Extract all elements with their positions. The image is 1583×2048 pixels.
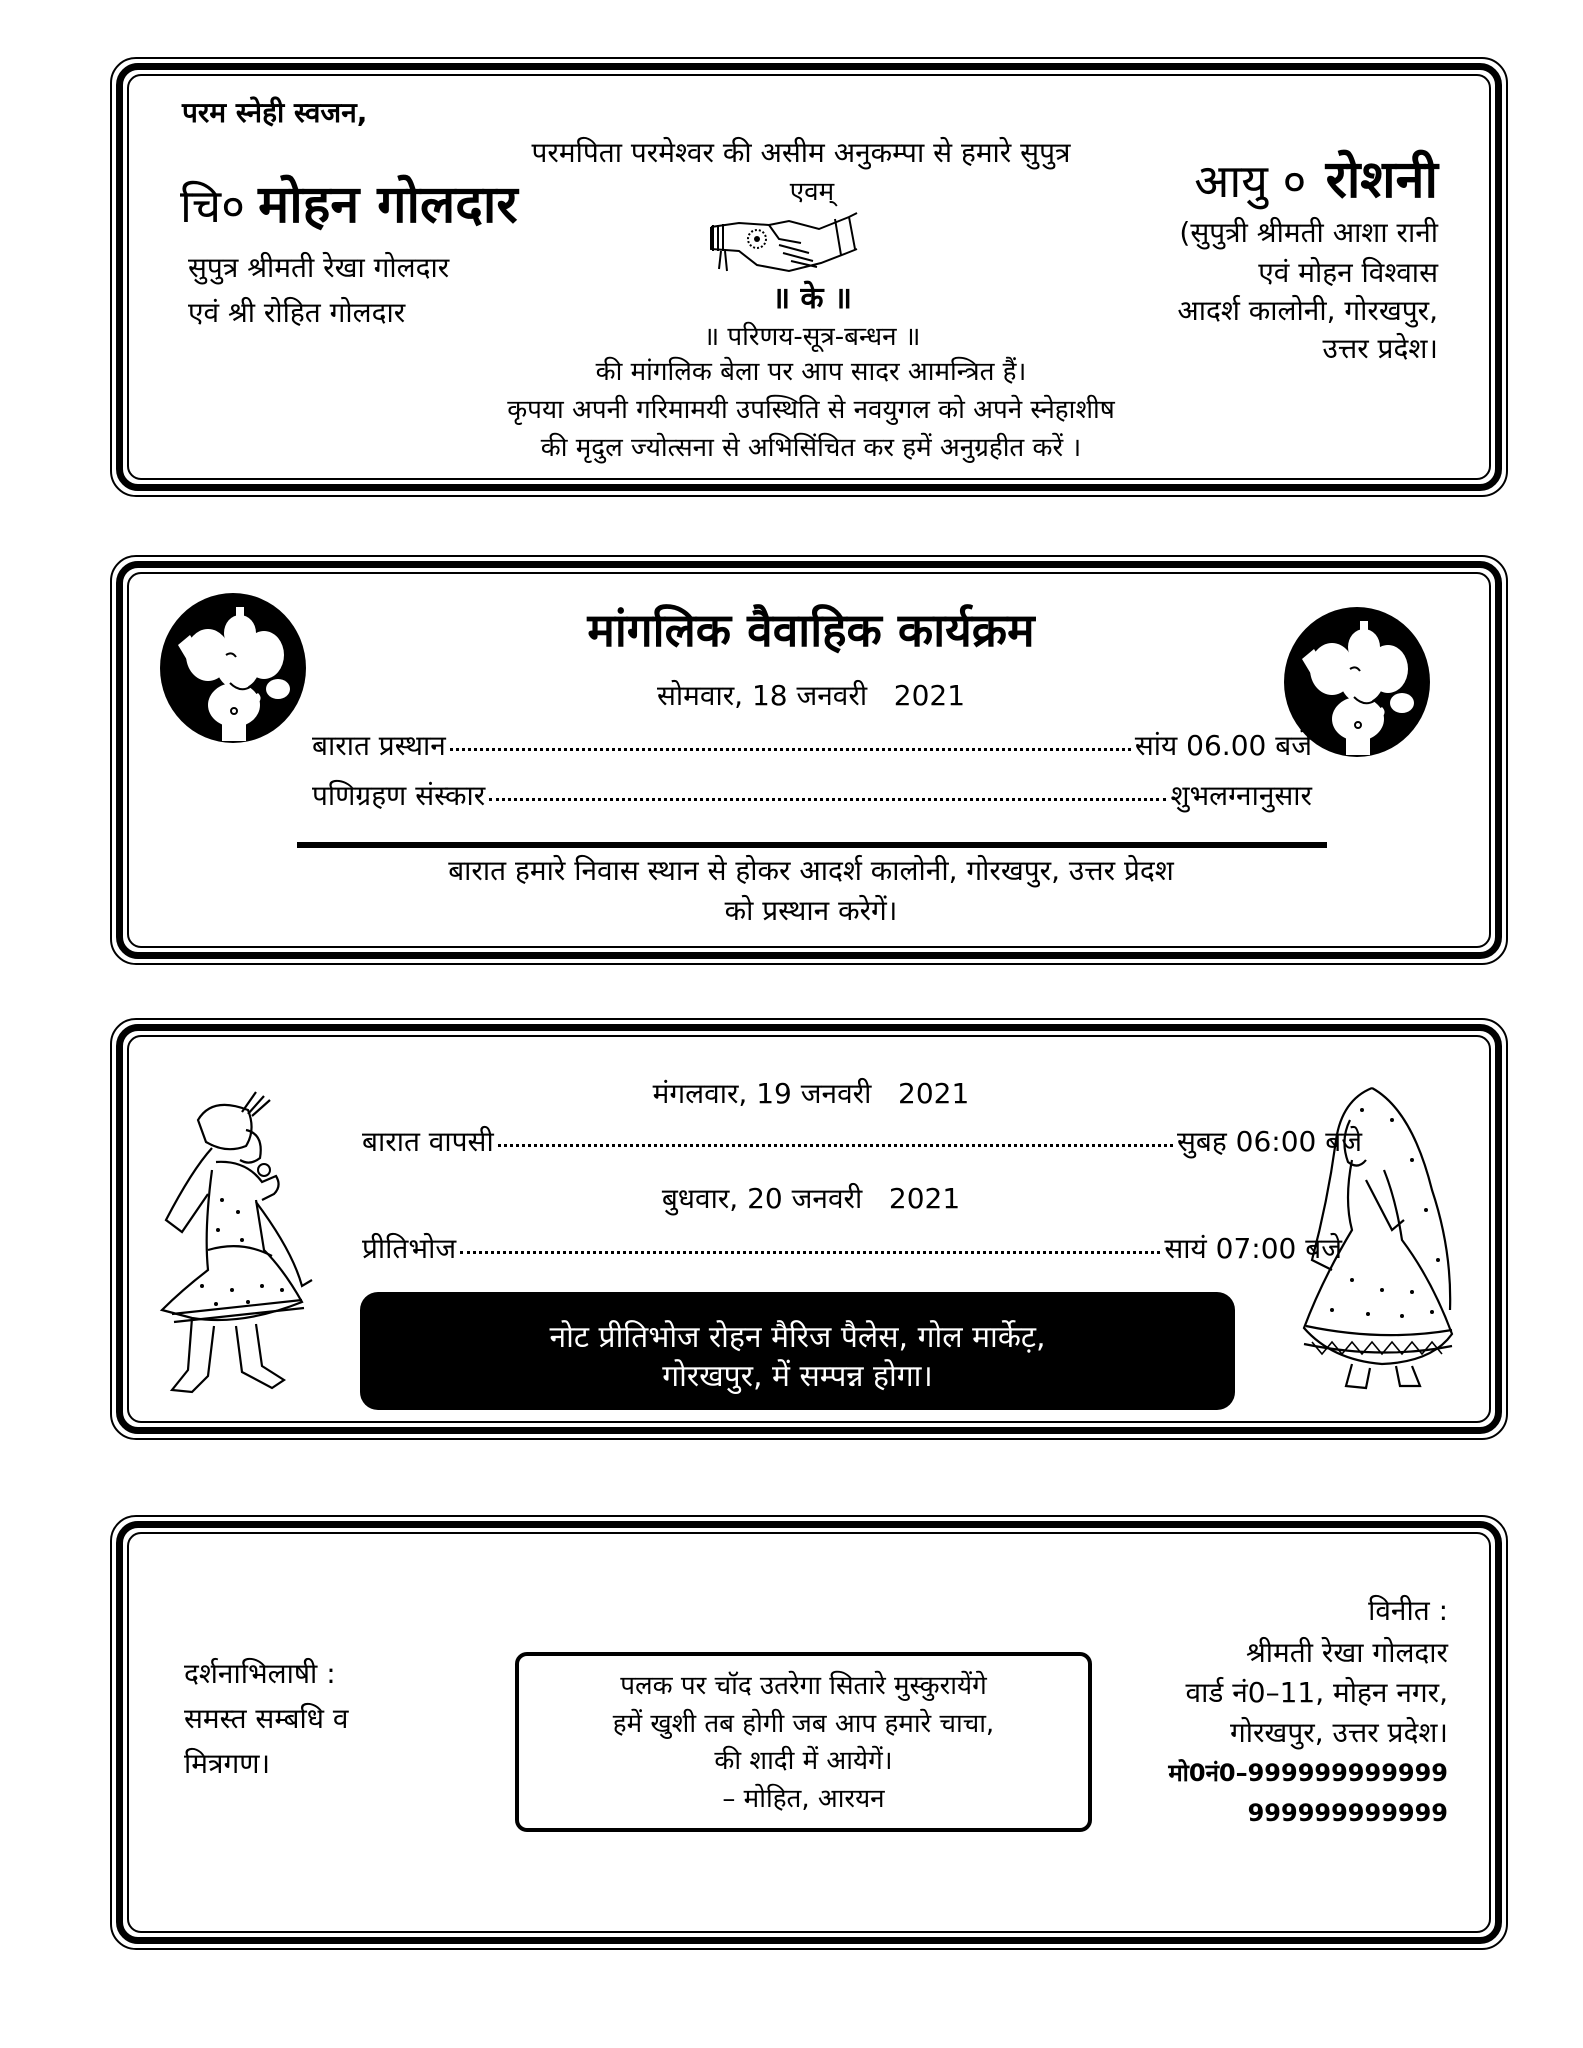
procession-note-line1: बारात हमारे निवास स्थान से होकर आदर्श कालोनी, गोरखपुर, उत्तर प्रेदश <box>448 854 1174 887</box>
sender-phone-line2: 999999999999 <box>1247 1799 1448 1827</box>
event-label: पणिग्रहण संस्कार <box>312 779 486 812</box>
groom-name: मोहन गोलदार <box>258 175 518 235</box>
event-label: बारात वापसी <box>362 1125 494 1158</box>
salutation: परम स्नेही स्वजन, <box>182 96 368 129</box>
dotted-leader <box>460 1251 1160 1254</box>
event-time: शुभलग्नानुसार <box>1170 779 1312 812</box>
sender-phone-line1: मो0नं0–999999999999 <box>1168 1759 1448 1787</box>
groom-name-block <box>180 175 518 235</box>
venue-note-line2: गोरखपुर, में सम्पन्न होगा। <box>662 1359 933 1394</box>
groom-parents-line2: एवं श्री रोहित गोलदार <box>188 296 406 329</box>
bride-name: रोशनी <box>1325 150 1438 210</box>
ke-text: ॥ के ॥ <box>772 281 852 316</box>
invite-line-3: की मृदुल ज्योत्सना से अभिसिंचित कर हमें अनुग्रहीत करें । <box>540 433 1082 463</box>
event-time: सांय 06.00 बजे <box>1134 729 1312 762</box>
sender-address-line2: गोरखपुर, उत्तर प्रदेश। <box>1229 1716 1448 1749</box>
intro-line-text: परमपिता परमेश्वर की असीम अनुकम्पा से हमारे सुपुत्र <box>531 136 1071 169</box>
bride-address-line1: आदर्श कालोनी, गोरखपुर, <box>1177 294 1438 327</box>
dotted-leader <box>498 1144 1173 1147</box>
parinay-text: ॥ परिणय-सूत्र-बन्धन ॥ <box>703 322 921 352</box>
program-card <box>110 555 1508 965</box>
quote-signature: – मोहित, आरयन <box>722 1784 885 1815</box>
groom-figure <box>152 1090 332 1400</box>
evam-text: एवम् <box>789 177 835 207</box>
groom-parents-line1: सुपुत्र श्रीमती रेखा गोलदार <box>188 251 450 284</box>
quote-line3: की शादी में आयेगें। <box>714 1746 893 1777</box>
closing-card <box>110 1515 1508 1950</box>
invite-line-1: की मांगलिक बेला पर आप सादर आमन्त्रित हैं। <box>595 357 1027 387</box>
bride-address-line2: उत्तर प्रदेश। <box>1322 332 1438 365</box>
section-divider <box>297 842 1327 848</box>
invitation-card <box>110 57 1508 497</box>
well-wishers-heading: दर्शनाभिलाषी : <box>184 1657 336 1690</box>
event-time: सायं 07:00 बजे <box>1164 1232 1342 1265</box>
event-time: सुबह 06:00 बजे <box>1176 1125 1362 1158</box>
well-wishers-line1: समस्त सम्बधि व <box>184 1702 349 1735</box>
dotted-leader <box>450 748 1131 751</box>
event-row <box>312 779 1312 812</box>
quote-line1: पलक पर चॉद उतरेगा सितारे मुस्कुरायेंगे <box>620 1671 987 1701</box>
bride-name-block <box>1194 150 1438 210</box>
event-label: बारात प्रस्थान <box>312 729 446 762</box>
sender-address-line1: वार्ड नं0–11, मोहन नगर, <box>1185 1676 1448 1709</box>
program-date: सोमवार, 18 जनवरी 2021 <box>656 679 966 712</box>
invite-line-2: कृपया अपनी गरिमामयी उपस्थिति से नवयुगल को अपने स्नेहाशीष <box>507 395 1115 425</box>
schedule-date-2: बुधवार, 20 जनवरी 2021 <box>661 1182 961 1215</box>
schedule-card <box>110 1018 1508 1440</box>
quote-line2: हमें खुशी तब होगी जब आप हमारे चाचा, <box>612 1708 995 1739</box>
event-label: प्रीतिभोज <box>362 1232 457 1265</box>
dotted-leader <box>489 798 1166 801</box>
well-wishers-line2: मित्रगण। <box>184 1747 271 1780</box>
handshake-icon <box>709 209 859 281</box>
schedule-date-1: मंगलवार, 19 जनवरी 2021 <box>652 1077 970 1110</box>
venue-note-line1: नोट प्रीतिभोज रोहन मैरिज पैलेस, गोल मार्केट़, <box>549 1320 1046 1355</box>
quote-box <box>515 1652 1092 1832</box>
groom-prefix: चि० <box>180 179 246 233</box>
bride-prefix: आयु ० <box>1194 154 1307 208</box>
event-row <box>362 1232 1342 1265</box>
venue-note-box <box>360 1292 1235 1410</box>
event-row <box>312 729 1312 762</box>
program-title: मांगलिक वैवाहिक कार्यक्रम <box>587 603 1035 657</box>
sender-name: श्रीमती रेखा गोलदार <box>1245 1636 1448 1669</box>
procession-note-line2: को प्रस्थान करेगें। <box>724 894 898 927</box>
bride-parents-line1: (सुपुत्री श्रीमती आशा रानी <box>1179 216 1438 249</box>
sender-heading: विनीत : <box>1368 1594 1448 1627</box>
bride-parents-line2: एवं मोहन विश्वास <box>1258 256 1438 289</box>
event-row <box>362 1125 1362 1158</box>
